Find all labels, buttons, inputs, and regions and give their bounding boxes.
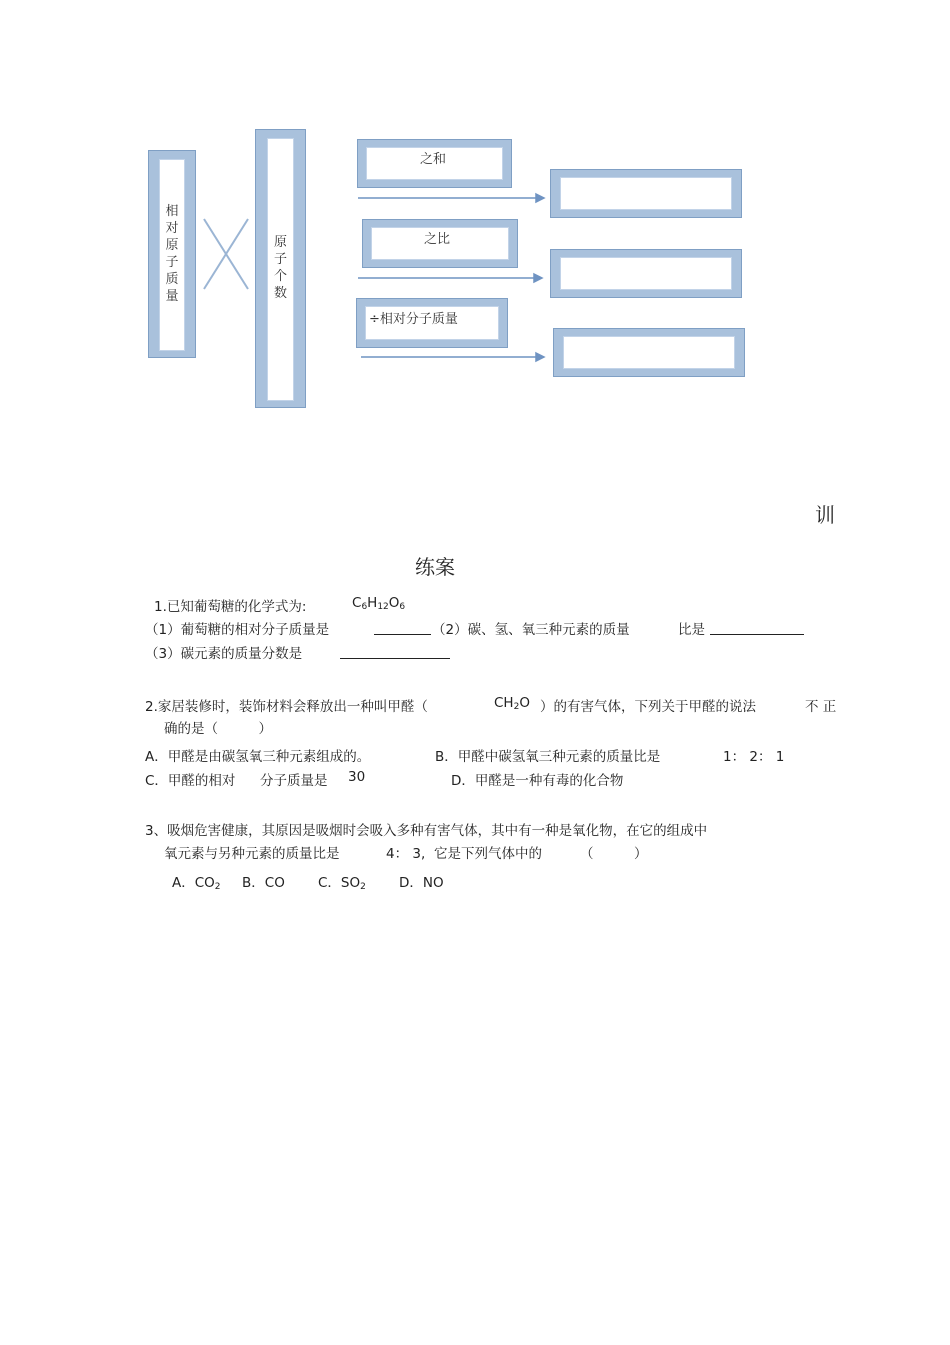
q1-formula: $C_6H_{12}O_6$ bbox=[352, 595, 406, 612]
q1-sub2: （2）碳、氢、氧三种元素的质量 bbox=[432, 622, 630, 638]
q3-stem-a: 3、吸烟危害健康，其原因是吸烟时会吸入多种有害气体，其中有一种是氧化物，在它的组成中 bbox=[145, 823, 708, 839]
q2-stem-a: 2.家居装修时，装饰材料会释放出一种叫甲醛（ bbox=[145, 699, 428, 715]
q1-sub2-tail: 比是 bbox=[678, 622, 705, 638]
q1-answer-blank-2[interactable] bbox=[710, 622, 804, 635]
q2-formula: $CH_2O$ bbox=[494, 695, 530, 712]
q1-sub1: （1）葡萄糖的相对分子质量是 bbox=[145, 622, 330, 638]
q2-stem-c: 不 正 bbox=[805, 699, 837, 715]
relative-atomic-mass-box bbox=[148, 150, 196, 358]
q2-stem-b: ）的有害气体，下列关于甲醛的说法 bbox=[540, 699, 756, 715]
heading-part2: 练案 bbox=[415, 555, 455, 579]
q3-paren: （ ） bbox=[580, 846, 648, 862]
q1-answer-blank-3[interactable] bbox=[340, 646, 450, 659]
atom-count-box bbox=[255, 129, 306, 408]
q3-option-b[interactable]: B．CO bbox=[242, 875, 285, 891]
multiply-cross-icon bbox=[200, 215, 252, 295]
q3-stem-c: 它是下列气体中的 bbox=[434, 846, 542, 862]
q2-option-a[interactable]: A．甲醛是由碳氢氧三种元素组成的。 bbox=[145, 749, 371, 765]
result-box-2 bbox=[550, 249, 742, 298]
result-box-1 bbox=[550, 169, 742, 218]
atom-count-label: 原 子 个 数 bbox=[273, 235, 287, 301]
q3-ratio: 4： 3, bbox=[386, 846, 426, 862]
q2-option-c[interactable]: C．甲醛的相对 bbox=[145, 773, 236, 789]
q3-option-a[interactable]: A．$CO_2$ bbox=[172, 875, 221, 892]
sum-label-box bbox=[357, 139, 512, 188]
q2-option-c-value: 30 bbox=[348, 769, 366, 785]
q2-stem-d: 确的是（ ） bbox=[164, 721, 272, 737]
q3-option-d[interactable]: D．NO bbox=[399, 875, 444, 891]
q1-sub3: （3）碳元素的质量分数是 bbox=[145, 646, 303, 662]
q3-stem-b: 氧元素与另种元素的质量比是 bbox=[164, 846, 340, 862]
ratio-label: 之比 bbox=[424, 232, 451, 247]
sum-label: 之和 bbox=[420, 152, 447, 167]
q2-option-b[interactable]: B．甲醛中碳氢氧三种元素的质量比是 bbox=[435, 749, 661, 765]
relative-atomic-mass-label: 相 对 原 子 质 量 bbox=[165, 204, 179, 304]
q3-option-c[interactable]: C．$SO_2$ bbox=[318, 875, 366, 892]
q1-stem: 1.已知葡萄糖的化学式为: bbox=[154, 599, 307, 615]
q2-option-c-2: 分子质量是 bbox=[260, 773, 328, 789]
q1-answer-blank-1[interactable] bbox=[374, 622, 431, 635]
q2-option-d[interactable]: D．甲醛是一种有毒的化合物 bbox=[451, 773, 624, 789]
divide-label: ÷相对分子质量 bbox=[369, 312, 458, 327]
q2-option-b-ratio: 1： 2： 1 bbox=[723, 749, 785, 765]
arrows bbox=[350, 185, 550, 365]
result-box-3 bbox=[553, 328, 745, 377]
heading-part1: 训 bbox=[815, 503, 835, 527]
